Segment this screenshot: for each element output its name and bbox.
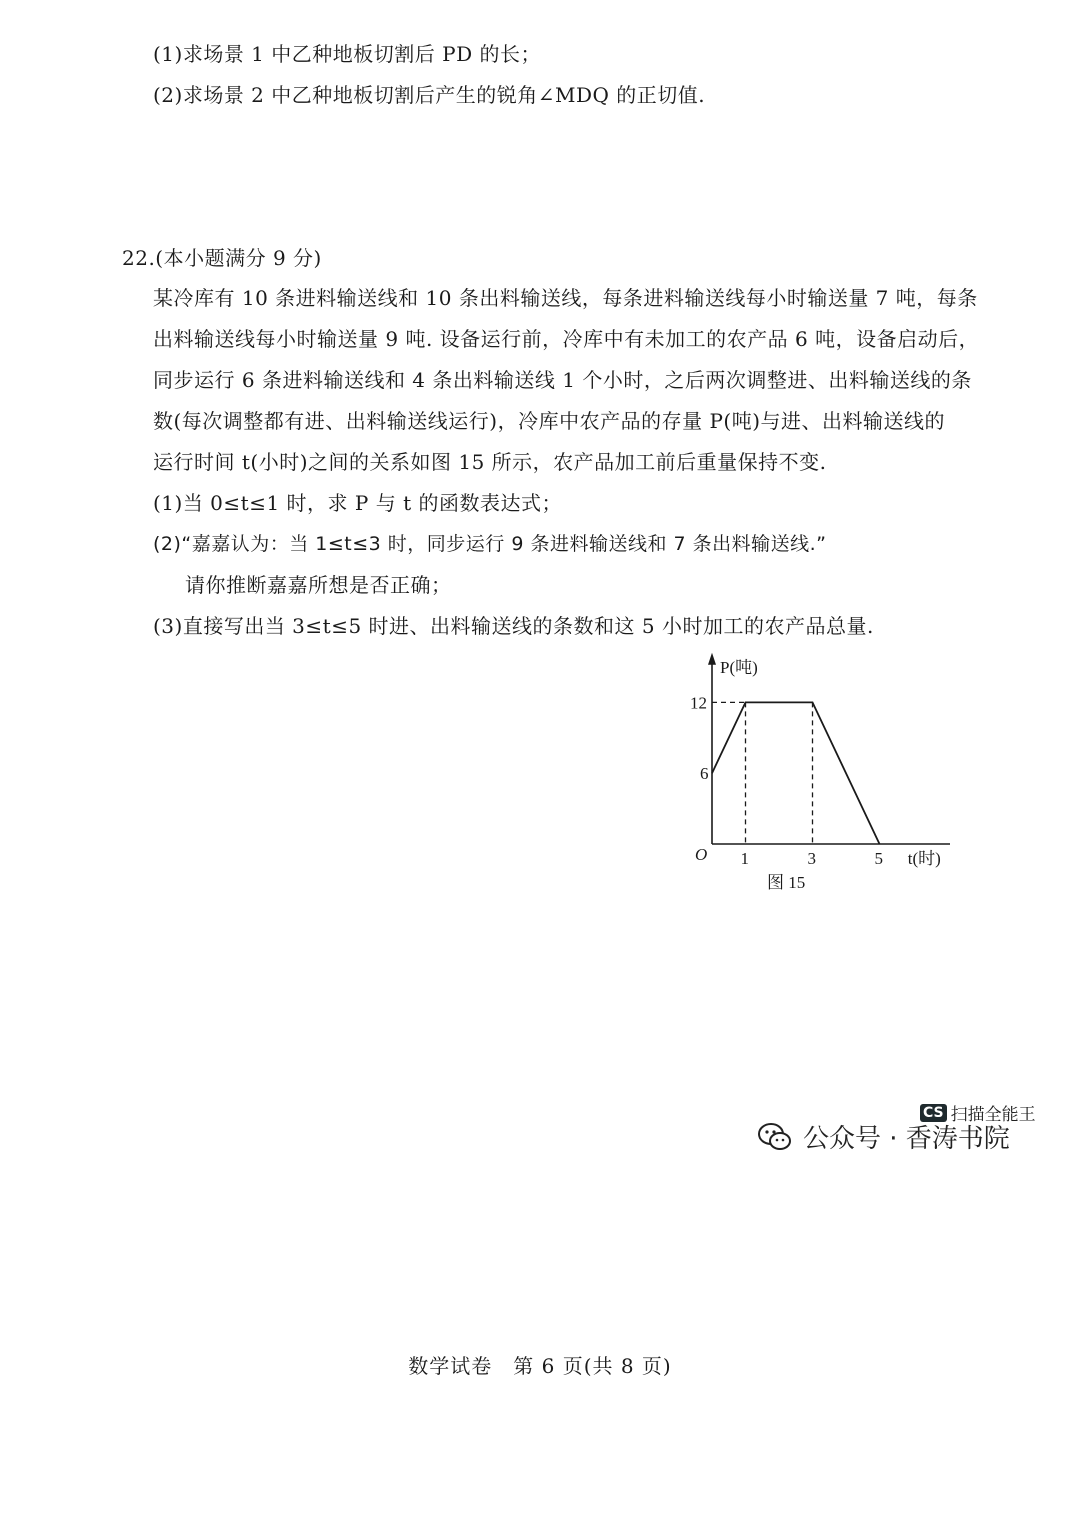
- origin-label: O: [695, 845, 708, 864]
- x-tick-label-1: 1: [740, 849, 749, 868]
- x-tick-label-3: 3: [807, 849, 816, 868]
- q21-part1: (1)求场景 1 中乙种地板切割后 PD 的长；: [153, 42, 541, 66]
- scanner-logo: CS: [920, 1104, 947, 1122]
- q22-header: 22.(本小题满分 9 分): [122, 246, 322, 270]
- q22-part1: (1)当 0≤t≤1 时，求 P 与 t 的函数表达式；: [153, 491, 562, 515]
- scanner-name: 扫描全能王: [950, 1105, 1036, 1125]
- page-footer: 数学试卷 第 6 页(共 8 页): [408, 1354, 672, 1378]
- series-line-P: [712, 702, 880, 844]
- q22-part2: (2)“嘉嘉认为：当 1≤t≤3 时，同步运行 9 条进料输送线和 7 条出料输送线.”: [153, 533, 827, 555]
- watermark-text: 公众号 · 香涛书院: [803, 1124, 1010, 1154]
- y-axis-label: P(吨): [720, 657, 758, 677]
- q22-part3: (3)直接写出当 3≤t≤5 时进、出料输送线的条数和这 5 小时加工的农产品总量.: [153, 614, 874, 638]
- x-tick-label-5: 5: [874, 849, 883, 868]
- wechat-icon: [757, 1122, 793, 1152]
- x-axis-label: t(时): [907, 849, 941, 868]
- q22-body-line-5: 运行时间 t(小时)之间的关系如图 15 所示，农产品加工前后重量保持不变.: [153, 450, 827, 474]
- y-axis-arrow: [708, 653, 716, 665]
- y-tick-label-12: 12: [690, 693, 707, 713]
- y-tick-label-6: 6: [700, 764, 709, 784]
- q22-body-line-3: 同步运行 6 条进料输送线和 4 条出料输送线 1 个小时，之后两次调整进、出料输送线的条: [153, 368, 972, 392]
- q22-part2-followup: 请你推断嘉嘉所想是否正确；: [185, 573, 452, 597]
- chart-axes: [708, 653, 950, 848]
- q22-body-line-2: 出料输送线每小时输送量 9 吨. 设备运行前，冷库中有未加工的农产品 6 吨，设备启动后，: [153, 327, 980, 351]
- q22-body-line-1: 某冷库有 10 条进料输送线和 10 条出料输送线，每条进料输送线每小时输送量 7 吨，每条: [153, 286, 978, 310]
- figure-15-chart: [680, 648, 950, 898]
- chart-guides: [712, 702, 813, 844]
- wechat-watermark: [757, 1118, 1010, 1155]
- chart-labels: [690, 658, 941, 892]
- chart-title: 图 15: [767, 873, 806, 892]
- chart-series: [712, 702, 880, 844]
- q21-part2: (2)求场景 2 中乙种地板切割后产生的锐角∠MDQ 的正切值.: [153, 83, 706, 107]
- q22-body-line-4: 数(每次调整都有进、出料输送线运行)，冷库中农产品的存量 P(吨)与进、出料输送线的: [153, 409, 946, 433]
